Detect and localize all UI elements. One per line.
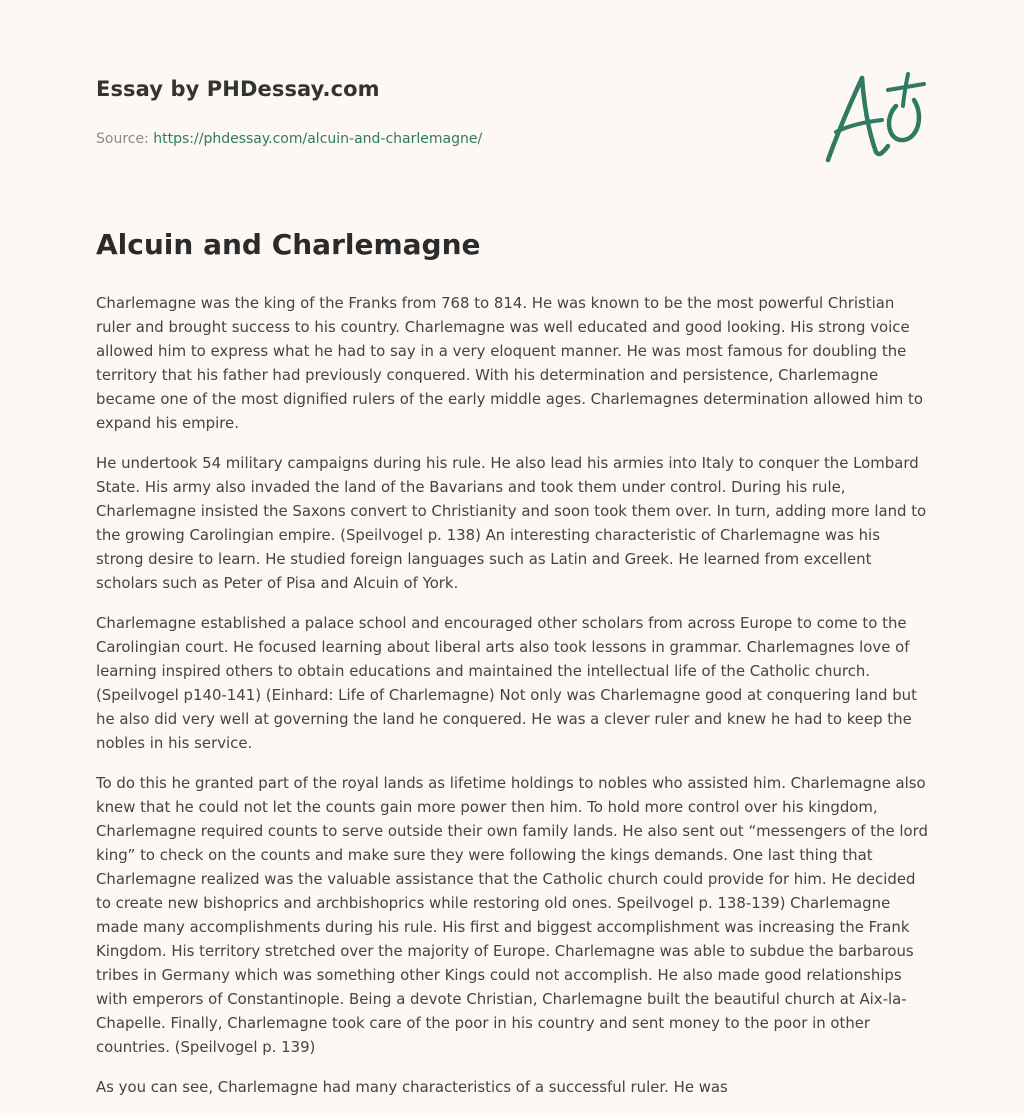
essay-paragraph: He undertook 54 military campaigns during his rule. He also lead his armies into Italy to conquer the Lombard State. His army also invaded the land of the Bavarians and took them under control. During his rule, Charlemagne insisted the Saxons convert to Christianity and soon took them over. In turn, adding more land to the growing Carolingian empire. (Speilvogel p. 138) An interesting characteristic of Charlemagne was his strong desire to learn. He studied foreign languages such as Latin and Greek. He learned from excellent scholars such as Peter of Pisa and Alcuin of York. <box>96 454 927 592</box>
source-link[interactable]: https://phdessay.com/alcuin-and-charlemagne/ <box>153 131 483 147</box>
site-title: Essay by PHDessay.com <box>96 77 380 101</box>
source-label: Source: <box>96 131 149 147</box>
page-header <box>96 74 796 148</box>
essay-paragraph: To do this he granted part of the royal lands as lifetime holdings to nobles who assisted him. Charlemagne also knew that he could not let the counts gain more power then him. To hold more control over his kingdom, Charlemagne required counts to serve outside their own family lands. He also sent out “messengers of the lord king” to check on the counts and make sure they were following the kings demands. One last thing that Charlemagne realized was the valuable assistance that the Catholic church could provide for him. He decided to create new bishoprics and archbishoprics while restoring old ones. Speilvogel p. 138-139) Charlemagne made many accomplishments during his rule. His first and biggest accomplishment was increasing the Frank Kingdom. His territory stretched over the majority of Europe. Charlemagne was able to subdue the barbarous tribes in Germany which was something other Kings could not accomplish. He also made good relationships with emperors of Constantinople. Being a devote Christian, Charlemagne built the beautiful church at Aix-la-Chapelle. Finally, Charlemagne took care of the poor in his country and sent money to the poor in other countries. (Speilvogel p. 139) <box>96 774 928 1056</box>
essay-paragraph: As you can see, Charlemagne had many characteristics of a successful ruler. He was <box>96 1078 728 1096</box>
essay-content <box>96 226 930 1115</box>
essay-title: Alcuin and Charlemagne <box>96 228 481 261</box>
a-plus-logo-icon <box>824 70 928 164</box>
essay-paragraph: Charlemagne established a palace school and encouraged other scholars from across Europe to come to the Carolingian court. He focused learning about liberal arts also took lessons in grammar. Charlemagnes love of learning inspired others to obtain educations and maintained the intellectual life of the Catholic church. (Speilvogel p140-141) (Einhard: Life of Charlemagne) Not only was Charlemagne good at conquering land but he also did very well at governing the land he conquered. He was a clever ruler and knew he had to keep the nobles in his service. <box>96 614 917 752</box>
source-line <box>96 130 796 148</box>
essay-paragraph: Charlemagne was the king of the Franks from 768 to 814. He was known to be the most powerful Christian ruler and brought success to his country. Charlemagne was well educated and good looking. His strong voice allowed him to express what he had to say in a very eloquent manner. He was most famous for doubling the territory that his father had previously conquered. With his determination and persistence, Charlemagne became one of the most dignified rulers of the early middle ages. Charlemagnes determination allowed him to expand his empire. <box>96 294 923 432</box>
